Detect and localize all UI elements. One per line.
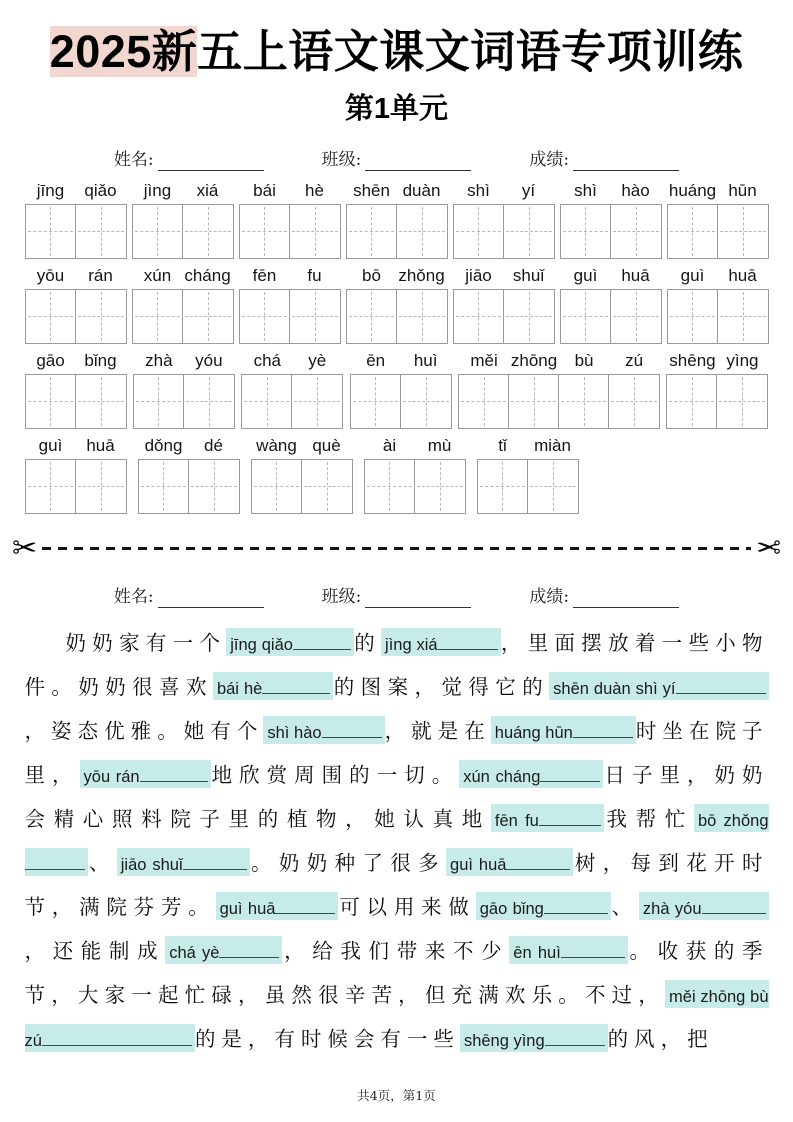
pinyin-word-row	[25, 181, 769, 259]
writing-cell	[240, 205, 290, 258]
writing-cell	[415, 460, 465, 513]
student-info-field	[529, 145, 679, 171]
writing-cell	[559, 375, 609, 428]
writing-grid	[350, 374, 452, 429]
pinyin-word-row	[25, 351, 769, 429]
pinyin-syllable: shì	[574, 180, 597, 200]
writing-grid	[25, 289, 127, 344]
writing-grid	[458, 374, 660, 429]
pinyin-syllable: ēn	[366, 350, 386, 370]
scissors-icon-right: ✂	[755, 531, 781, 565]
blank-underline	[293, 632, 351, 649]
blank-underline	[540, 764, 600, 781]
pinyin-syllable: guì	[680, 265, 705, 285]
passage-text: 树，每到花开时节，满院芬芳。	[24, 850, 769, 919]
fill-in-blank-passage	[25, 622, 769, 1062]
pinyin-syllable: cháng	[184, 265, 231, 285]
title-highlight: 2025新	[49, 26, 198, 77]
writing-cell	[292, 375, 342, 428]
pinyin-syllable: dǒng	[144, 435, 183, 455]
blank-pinyin: guì huā	[219, 899, 276, 918]
pinyin-syllable: huā	[86, 435, 115, 455]
pinyin-syllable: yōu	[36, 265, 65, 285]
writing-cell	[478, 460, 528, 513]
writing-cell	[509, 375, 559, 428]
writing-cell	[252, 460, 302, 513]
pinyin-blank	[80, 760, 211, 788]
pinyin-blank	[460, 1024, 608, 1052]
scissors-icon-left: ✂	[12, 531, 38, 565]
writing-cell	[667, 375, 717, 428]
passage-text: 的是，有时候会有一些	[194, 1026, 460, 1051]
pinyin-syllable: hào	[621, 180, 650, 200]
writing-cell	[459, 375, 509, 428]
pinyin-word-label	[240, 266, 340, 286]
writing-grid	[239, 204, 341, 259]
pinyin-word-block	[458, 351, 660, 429]
pinyin-syllable: zú	[625, 350, 644, 370]
pinyin-word-block	[346, 266, 448, 344]
pinyin-word-label	[242, 351, 342, 371]
writing-grid	[477, 459, 579, 514]
writing-cell	[139, 460, 189, 513]
student-info-field	[322, 145, 472, 171]
pinyin-word-block	[241, 351, 343, 429]
writing-cell	[611, 290, 661, 343]
pinyin-syllable: yí	[521, 180, 536, 200]
pinyin-word-block	[453, 266, 555, 344]
pinyin-word-block	[239, 181, 341, 259]
pinyin-word-row	[25, 436, 769, 514]
title-rest: 五上语文课文词语专项训练	[197, 26, 744, 77]
pinyin-word-label	[561, 181, 661, 201]
writing-cell	[397, 205, 447, 258]
pinyin-blank	[549, 672, 768, 700]
pinyin-syllable: jiāo	[465, 265, 492, 285]
pinyin-blank	[459, 760, 603, 788]
pinyin-word-label	[561, 266, 661, 286]
student-info-field	[322, 582, 472, 608]
pinyin-blank	[476, 892, 611, 920]
field-label: 成绩:	[529, 149, 570, 170]
writing-grid	[241, 374, 343, 429]
writing-cell	[290, 205, 340, 258]
pinyin-word-label	[26, 436, 126, 456]
cut-line	[12, 531, 781, 565]
writing-cell	[133, 290, 183, 343]
writing-grid	[25, 204, 127, 259]
writing-cell	[528, 460, 578, 513]
pinyin-word-label	[347, 181, 447, 201]
pinyin-syllable: měi	[470, 350, 498, 370]
writing-grid	[251, 459, 353, 514]
writing-grid	[132, 289, 234, 344]
student-info-row-top	[0, 145, 793, 171]
field-blank-line	[158, 590, 264, 608]
writing-cell	[76, 460, 126, 513]
pinyin-blank	[491, 716, 636, 744]
pinyin-syllable: yóu	[195, 350, 223, 370]
pinyin-word-label	[26, 266, 126, 286]
blank-underline	[573, 720, 633, 737]
pinyin-syllable: miàn	[534, 435, 571, 455]
pinyin-syllable: yè	[308, 350, 327, 370]
writing-cell	[189, 460, 239, 513]
pinyin-word-block	[666, 351, 768, 429]
pinyin-syllable: mù	[427, 435, 452, 455]
pinyin-word-block	[25, 436, 127, 514]
pinyin-syllable: què	[312, 435, 341, 455]
writing-cell	[668, 290, 718, 343]
field-label: 班级:	[321, 149, 362, 170]
blank-underline	[275, 896, 335, 913]
blank-underline	[544, 896, 608, 913]
pinyin-syllable: shēng	[669, 350, 716, 370]
writing-cell	[26, 460, 76, 513]
pinyin-syllable: hūn	[728, 180, 757, 200]
blank-pinyin: jiāo shuǐ	[120, 855, 183, 874]
pinyin-word-block	[346, 181, 448, 259]
pinyin-syllable: chá	[253, 350, 281, 370]
pinyin-word-block	[251, 436, 353, 514]
writing-cell	[183, 290, 233, 343]
pinyin-word-block	[132, 266, 234, 344]
writing-grid	[560, 289, 662, 344]
pinyin-syllable: xiá	[196, 180, 219, 200]
student-info-field	[529, 582, 679, 608]
writing-grid	[560, 204, 662, 259]
pinyin-word-block	[667, 181, 769, 259]
field-blank-line	[365, 590, 471, 608]
pinyin-word-label	[667, 351, 767, 371]
pinyin-syllable: guì	[38, 435, 63, 455]
writing-cell	[454, 205, 504, 258]
passage-text: 的	[353, 630, 382, 655]
writing-grid	[239, 289, 341, 344]
writing-cell	[365, 460, 415, 513]
pinyin-syllable: bái	[253, 180, 276, 200]
pinyin-syllable: bō	[362, 265, 381, 285]
pinyin-syllable: huì	[413, 350, 438, 370]
writing-cell	[561, 205, 611, 258]
pinyin-word-block	[132, 181, 234, 259]
pinyin-word-block	[133, 351, 235, 429]
pinyin-word-label	[668, 181, 768, 201]
pinyin-syllable: jīng	[36, 180, 65, 200]
passage-text: ，还能制成	[24, 938, 166, 963]
pinyin-blank	[639, 892, 769, 920]
pinyin-word-label	[134, 351, 234, 371]
pinyin-blank	[216, 892, 339, 920]
writing-grid	[132, 204, 234, 259]
student-info-field	[114, 582, 264, 608]
pinyin-word-block	[667, 266, 769, 344]
blank-pinyin: ēn huì	[513, 943, 561, 962]
writing-cell	[76, 290, 126, 343]
pinyin-blank	[117, 848, 250, 876]
field-blank-line	[573, 153, 679, 171]
field-label: 姓名:	[113, 586, 154, 607]
pinyin-syllable: ài	[382, 435, 397, 455]
student-info-field	[114, 145, 264, 171]
passage-text: ，里面摆放着一些小物件。奶奶很喜欢	[24, 630, 769, 699]
pinyin-syllable: huáng	[668, 180, 717, 200]
blank-pinyin: yōu rán	[83, 767, 140, 786]
writing-grid	[138, 459, 240, 514]
pinyin-syllable: huā	[621, 265, 650, 285]
writing-cell	[397, 290, 447, 343]
pinyin-word-label	[133, 181, 233, 201]
writing-cell	[347, 205, 397, 258]
writing-cell	[183, 205, 233, 258]
writing-cell	[242, 375, 292, 428]
field-label: 班级:	[321, 586, 362, 607]
blank-pinyin: jìng xiá	[385, 635, 438, 654]
blank-underline	[322, 720, 382, 737]
pinyin-syllable: bù	[574, 350, 594, 370]
writing-grid	[25, 459, 127, 514]
blank-underline	[183, 852, 247, 869]
writing-cell	[351, 375, 401, 428]
blank-underline	[539, 808, 601, 825]
pinyin-word-block	[25, 351, 127, 429]
blank-pinyin: chá yè	[169, 943, 220, 962]
writing-grid	[25, 374, 127, 429]
pinyin-syllable: hè	[305, 180, 324, 200]
writing-cell	[609, 375, 659, 428]
pinyin-word-label	[351, 351, 451, 371]
pinyin-word-block	[138, 436, 240, 514]
pinyin-blank	[213, 672, 333, 700]
writing-grid	[346, 204, 448, 259]
pinyin-word-block	[477, 436, 579, 514]
passage-text: 时坐在院子里，	[24, 718, 769, 787]
pinyin-syllable: fēn	[252, 265, 277, 285]
writing-grid	[133, 374, 235, 429]
writing-grid	[667, 289, 769, 344]
blank-pinyin: bái hè	[216, 679, 263, 698]
pinyin-syllable: qiǎo	[84, 180, 117, 200]
pinyin-blank	[446, 848, 573, 876]
blank-pinyin: jīng qiǎo	[230, 635, 293, 654]
writing-grid	[666, 374, 768, 429]
writing-cell	[76, 205, 126, 258]
writing-cell	[504, 290, 554, 343]
blank-underline	[545, 1028, 605, 1045]
writing-cell	[134, 375, 184, 428]
writing-cell	[76, 375, 126, 428]
passage-text: 、	[87, 850, 117, 875]
writing-cell	[290, 290, 340, 343]
writing-cell	[26, 290, 76, 343]
passage-text: 地欣赏周围的一切。	[210, 762, 460, 787]
writing-cell	[26, 375, 76, 428]
blank-pinyin: guì huā	[450, 855, 507, 874]
pinyin-blank	[491, 804, 604, 832]
field-blank-line	[158, 153, 264, 171]
blank-underline	[140, 764, 208, 781]
passage-text: 日子里，奶奶会精心照料院子里的植物，她认真地	[24, 762, 769, 831]
blank-underline	[702, 896, 766, 913]
writing-cell	[718, 290, 768, 343]
writing-grid	[453, 289, 555, 344]
pinyin-word-label	[240, 181, 340, 201]
passage-text: 我帮忙	[603, 806, 694, 831]
blank-pinyin: xún cháng	[463, 767, 541, 786]
writing-grid	[667, 204, 769, 259]
passage-text: ，就是在	[384, 718, 491, 743]
passage-text: 奶奶家有一个	[65, 630, 227, 655]
pinyin-blank	[509, 936, 628, 964]
writing-cell	[26, 205, 76, 258]
writing-cell	[302, 460, 352, 513]
blank-pinyin: gāo bǐng	[479, 899, 544, 918]
pinyin-syllable: zhǒng	[398, 265, 445, 285]
passage-text: 、	[610, 894, 639, 919]
blank-pinyin: měi zhōng bù zú	[24, 987, 769, 1050]
page-title	[0, 26, 793, 78]
pinyin-syllable: zhōng	[510, 350, 558, 370]
pinyin-blank	[263, 716, 384, 744]
pinyin-syllable: fu	[307, 265, 322, 285]
blank-pinyin: shēng yìng	[463, 1031, 545, 1050]
pinyin-word-label	[668, 266, 768, 286]
student-info-row-bottom	[0, 582, 793, 608]
pinyin-syllable: rán	[88, 265, 113, 285]
pinyin-word-label	[459, 351, 659, 371]
passage-text: 。奶奶种了很多	[249, 850, 447, 875]
field-label: 成绩:	[529, 586, 570, 607]
pinyin-word-label	[454, 266, 554, 286]
blank-underline	[438, 632, 498, 649]
passage-text: ，姿态优雅。她有个	[24, 718, 264, 743]
passage-text: ，给我们带来不少	[282, 938, 510, 963]
pinyin-word-label	[365, 436, 465, 456]
pinyin-blank	[381, 628, 501, 656]
page-footer: 共4页，第1页	[357, 1088, 436, 1103]
pinyin-word-label	[133, 266, 233, 286]
field-label: 姓名:	[113, 149, 154, 170]
pinyin-word-block	[560, 266, 662, 344]
pinyin-word-label	[252, 436, 352, 456]
pinyin-word-label	[478, 436, 578, 456]
field-blank-line	[573, 590, 679, 608]
pinyin-syllable: zhà	[145, 350, 173, 370]
writing-cell	[561, 290, 611, 343]
passage-text: 。收获的季节，大家一起忙碌，虽然很辛苦，但充满欢乐。不过，	[24, 938, 769, 1007]
pinyin-word-label	[139, 436, 239, 456]
pinyin-syllable: tǐ	[498, 435, 507, 455]
unit-subtitle: 第1单元	[344, 92, 449, 125]
writing-cell	[133, 205, 183, 258]
pinyin-word-block	[25, 181, 127, 259]
writing-grid	[364, 459, 466, 514]
pinyin-word-block	[239, 266, 341, 344]
blank-underline	[561, 940, 625, 957]
passage-text: 的风，把	[607, 1026, 714, 1051]
writing-grid	[453, 204, 555, 259]
pinyin-word-block	[350, 351, 452, 429]
pinyin-word-label	[26, 351, 126, 371]
pinyin-syllable: jìng	[143, 180, 172, 200]
writing-cell	[718, 205, 768, 258]
blank-pinyin: fēn fu	[494, 811, 539, 830]
pinyin-word-block	[453, 181, 555, 259]
passage-text: 可以用来做	[338, 894, 476, 919]
writing-cell	[717, 375, 767, 428]
pinyin-syllable: wàng	[256, 435, 297, 455]
pinyin-syllable: xún	[143, 265, 172, 285]
blank-pinyin: huáng hūn	[494, 723, 573, 742]
blank-pinyin: bō zhǒng	[697, 811, 769, 830]
pinyin-syllable: shuǐ	[512, 265, 545, 285]
pinyin-syllable: dé	[204, 435, 223, 455]
blank-underline	[25, 852, 85, 869]
writing-cell	[347, 290, 397, 343]
pinyin-syllable: gāo	[36, 350, 65, 370]
pinyin-blank	[226, 628, 354, 656]
pinyin-syllable: shì	[467, 180, 490, 200]
blank-underline	[676, 676, 766, 693]
passage-text: 的图案，觉得它的	[333, 674, 550, 699]
field-blank-line	[365, 153, 471, 171]
writing-cell	[240, 290, 290, 343]
pinyin-word-block	[364, 436, 466, 514]
blank-pinyin: shì hào	[267, 723, 322, 742]
pinyin-word-label	[26, 181, 126, 201]
pinyin-word-label	[347, 266, 447, 286]
pinyin-word-block	[25, 266, 127, 344]
writing-cell	[401, 375, 451, 428]
writing-cell	[611, 205, 661, 258]
pinyin-word-row	[25, 266, 769, 344]
pinyin-writing-grid-section	[25, 181, 769, 514]
pinyin-syllable: guì	[573, 265, 598, 285]
blank-pinyin: zhà yóu	[642, 899, 702, 918]
blank-pinyin: shēn duàn shì yí	[553, 679, 676, 698]
pinyin-word-block	[560, 181, 662, 259]
pinyin-syllable: duàn	[402, 180, 441, 200]
writing-cell	[668, 205, 718, 258]
pinyin-word-label	[454, 181, 554, 201]
writing-cell	[184, 375, 234, 428]
writing-cell	[454, 290, 504, 343]
cut-dash-line	[42, 547, 751, 550]
pinyin-syllable: shēn	[353, 180, 390, 200]
pinyin-syllable: huā	[728, 265, 757, 285]
blank-underline	[262, 676, 330, 693]
blank-underline	[506, 852, 570, 869]
writing-grid	[346, 289, 448, 344]
pinyin-syllable: bǐng	[84, 350, 117, 370]
pinyin-blank	[165, 936, 282, 964]
writing-cell	[504, 205, 554, 258]
pinyin-syllable: yìng	[726, 350, 759, 370]
blank-underline	[219, 940, 279, 957]
blank-underline	[42, 1028, 192, 1045]
